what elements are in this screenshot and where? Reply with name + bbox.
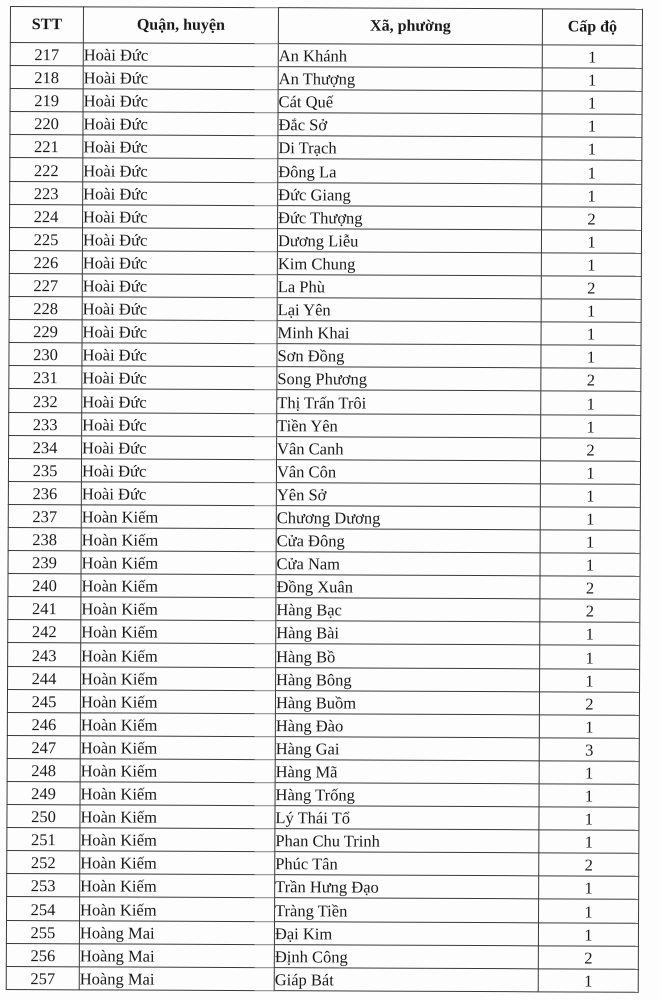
district-cell: Hoàn Kiếm xyxy=(81,666,276,690)
level-cell: 1 xyxy=(541,253,641,277)
district-cell: Hoài Đức xyxy=(83,135,278,159)
table-row xyxy=(8,620,640,646)
district-cell: Hoài Đức xyxy=(82,389,277,413)
level-cell: 1 xyxy=(542,91,642,115)
level-cell: 1 xyxy=(540,461,640,485)
level-cell: 1 xyxy=(540,553,640,577)
level-cell: 1 xyxy=(540,507,640,531)
district-cell: Hoài Đức xyxy=(81,459,276,483)
ward-cell: Sơn Đồng xyxy=(277,344,541,368)
stt-cell: 245 xyxy=(7,689,80,712)
table-row xyxy=(9,297,641,323)
table-row xyxy=(7,874,639,900)
stt-cell: 232 xyxy=(9,389,82,412)
table-row xyxy=(6,943,638,969)
ward-cell: Đại Kim xyxy=(274,921,538,945)
ward-cell: Cửa Nam xyxy=(276,552,540,576)
level-cell: 2 xyxy=(542,206,642,230)
stt-cell: 224 xyxy=(10,204,83,227)
ward-cell: Yên Sở xyxy=(276,482,540,506)
ward-cell: Di Trạch xyxy=(278,136,542,160)
table-row xyxy=(9,227,641,253)
level-cell: 1 xyxy=(542,68,642,92)
stt-cell: 239 xyxy=(8,551,81,574)
ward-cell: Tiền Yên xyxy=(277,413,541,437)
stt-cell: 250 xyxy=(7,805,80,828)
ward-cell: Thị Trấn Trôi xyxy=(277,390,541,414)
level-cell: 2 xyxy=(541,437,641,461)
table-row xyxy=(7,851,639,877)
district-cell: Hoài Đức xyxy=(82,366,277,390)
district-cell: Hoàn Kiếm xyxy=(80,759,275,783)
stt-cell: 240 xyxy=(8,574,81,597)
level-cell: 1 xyxy=(540,645,640,669)
level-cell: 2 xyxy=(540,576,640,600)
ward-cell: Đắc Sở xyxy=(278,113,542,137)
ward-cell: Vân Canh xyxy=(277,436,541,460)
table-row xyxy=(9,320,641,346)
stt-cell: 251 xyxy=(7,828,80,851)
stt-cell: 255 xyxy=(6,920,79,943)
stt-cell: 221 xyxy=(10,135,83,158)
table-row xyxy=(9,435,641,461)
stt-cell: 230 xyxy=(9,343,82,366)
district-cell: Hoàn Kiếm xyxy=(80,874,275,898)
ward-cell: Tràng Tiền xyxy=(275,898,539,922)
stt-cell: 231 xyxy=(9,366,82,389)
ward-cell: Đông La xyxy=(278,159,542,183)
ward-cell: Hàng Đào xyxy=(275,713,539,737)
ward-level-table xyxy=(6,6,643,993)
stt-cell: 254 xyxy=(7,897,80,920)
district-cell: Hoài Đức xyxy=(83,89,278,113)
table-row xyxy=(7,828,639,854)
district-cell: Hoàn Kiếm xyxy=(81,505,276,529)
table-row xyxy=(8,458,640,484)
stt-cell: 242 xyxy=(8,620,81,643)
district-cell: Hoài Đức xyxy=(83,66,278,90)
level-cell: 2 xyxy=(540,599,640,623)
ward-cell: Cát Quế xyxy=(278,90,542,114)
stt-cell: 223 xyxy=(10,181,83,204)
stt-cell: 218 xyxy=(10,66,83,89)
stt-cell: 228 xyxy=(9,297,82,320)
stt-cell: 219 xyxy=(10,89,83,112)
level-cell: 1 xyxy=(541,230,641,254)
table-row xyxy=(8,643,640,669)
district-cell: Hoàn Kiếm xyxy=(80,736,275,760)
ward-cell: Minh Khai xyxy=(277,321,541,345)
table-row xyxy=(6,966,638,992)
district-cell: Hoài Đức xyxy=(81,482,276,506)
table-body xyxy=(6,43,642,993)
table-row xyxy=(9,366,641,392)
header-ward: Xã, phường xyxy=(278,8,542,45)
level-cell: 1 xyxy=(541,299,641,323)
stt-cell: 238 xyxy=(8,527,81,550)
level-cell: 1 xyxy=(538,969,638,993)
level-cell: 2 xyxy=(539,691,639,715)
stt-cell: 217 xyxy=(10,43,83,66)
ward-cell: Đức Thượng xyxy=(278,205,542,229)
table-row xyxy=(6,920,638,946)
district-cell: Hoàn Kiếm xyxy=(80,805,275,829)
table-row xyxy=(9,273,641,299)
table-row xyxy=(10,158,642,184)
stt-cell: 246 xyxy=(7,712,80,735)
ward-cell: Cửa Đông xyxy=(276,529,540,553)
stt-cell: 244 xyxy=(8,666,81,689)
table-row xyxy=(10,89,642,115)
ward-cell: Lại Yên xyxy=(277,298,541,322)
stt-cell: 222 xyxy=(10,158,83,181)
level-cell: 1 xyxy=(538,922,638,946)
district-cell: Hoàn Kiếm xyxy=(81,528,276,552)
header-district: Quận, huyện xyxy=(83,7,278,44)
district-cell: Hoàng Mai xyxy=(79,920,274,944)
table-row xyxy=(9,389,641,415)
stt-cell: 253 xyxy=(7,874,80,897)
table-row xyxy=(9,343,641,369)
ward-cell: Hàng Bạc xyxy=(276,598,540,622)
stt-cell: 227 xyxy=(9,273,82,296)
table-row xyxy=(8,597,640,623)
table-row xyxy=(7,758,639,784)
stt-cell: 220 xyxy=(10,112,83,135)
table-row xyxy=(10,135,642,161)
level-cell: 1 xyxy=(540,530,640,554)
level-cell: 1 xyxy=(540,484,640,508)
table-row xyxy=(8,481,640,507)
district-cell: Hoài Đức xyxy=(83,158,278,182)
stt-cell: 237 xyxy=(8,504,81,527)
table-row xyxy=(7,781,639,807)
district-cell: Hoài Đức xyxy=(83,112,278,136)
level-cell: 2 xyxy=(541,368,641,392)
stt-cell: 229 xyxy=(9,320,82,343)
ward-cell: Định Công xyxy=(274,944,538,968)
stt-cell: 226 xyxy=(9,250,82,273)
ward-cell: An Thượng xyxy=(278,67,542,91)
district-cell: Hoài Đức xyxy=(82,343,277,367)
table-row xyxy=(8,666,640,692)
header-level: Cấp độ xyxy=(542,9,642,45)
level-cell: 2 xyxy=(541,276,641,300)
stt-cell: 247 xyxy=(7,735,80,758)
stt-cell: 252 xyxy=(7,851,80,874)
level-cell: 1 xyxy=(541,322,641,346)
district-cell: Hoàn Kiếm xyxy=(81,620,276,644)
level-cell: 1 xyxy=(542,160,642,184)
level-cell: 1 xyxy=(542,183,642,207)
stt-cell: 241 xyxy=(8,597,81,620)
district-cell: Hoài Đức xyxy=(82,435,277,459)
district-cell: Hoàn Kiếm xyxy=(81,551,276,575)
table-row xyxy=(7,712,639,738)
table-row xyxy=(9,412,641,438)
district-cell: Hoàn Kiếm xyxy=(81,643,276,667)
header-row xyxy=(10,7,642,46)
table-row xyxy=(10,181,642,207)
stt-cell: 225 xyxy=(9,227,82,250)
level-cell: 1 xyxy=(541,391,641,415)
district-cell: Hoàn Kiếm xyxy=(80,897,275,921)
table-row xyxy=(9,250,641,276)
level-cell: 1 xyxy=(542,45,642,69)
table-header xyxy=(10,7,642,46)
ward-cell: Hàng Gai xyxy=(275,736,539,760)
district-cell: Hoài Đức xyxy=(82,297,277,321)
level-cell: 1 xyxy=(542,137,642,161)
level-cell: 1 xyxy=(539,715,639,739)
level-cell: 2 xyxy=(539,853,639,877)
ward-cell: Phúc Tân xyxy=(275,852,539,876)
ward-cell: Phan Chu Trinh xyxy=(275,829,539,853)
level-cell: 1 xyxy=(541,345,641,369)
ward-cell: Đức Giang xyxy=(278,182,542,206)
level-cell: 1 xyxy=(541,414,641,438)
ward-cell: Kim Chung xyxy=(277,252,541,276)
stt-cell: 248 xyxy=(7,758,80,781)
ward-cell: Vân Côn xyxy=(276,459,540,483)
district-cell: Hoàn Kiếm xyxy=(81,574,276,598)
ward-cell: Hàng Mã xyxy=(275,760,539,784)
table-row xyxy=(7,735,639,761)
district-cell: Hoài Đức xyxy=(82,412,277,436)
stt-cell: 257 xyxy=(6,966,79,989)
stt-cell: 234 xyxy=(9,435,82,458)
ward-cell: Song Phương xyxy=(277,367,541,391)
stt-cell: 233 xyxy=(9,412,82,435)
ward-cell: Lý Thái Tổ xyxy=(275,806,539,830)
table-row xyxy=(7,897,639,923)
level-cell: 1 xyxy=(539,830,639,854)
district-cell: Hoài Đức xyxy=(82,251,277,275)
table-row xyxy=(10,112,642,138)
table-row xyxy=(8,574,640,600)
district-cell: Hoài Đức xyxy=(82,228,277,252)
ward-cell: Dương Liễu xyxy=(277,228,541,252)
level-cell: 1 xyxy=(539,899,639,923)
district-cell: Hoài Đức xyxy=(83,204,278,228)
ward-cell: Giáp Bát xyxy=(274,967,538,991)
table-row xyxy=(7,689,639,715)
district-cell: Hoài Đức xyxy=(83,43,278,67)
district-cell: Hoàn Kiếm xyxy=(80,689,275,713)
table-row xyxy=(10,66,642,92)
table-row xyxy=(7,805,639,831)
district-cell: Hoàng Mai xyxy=(79,967,274,991)
ward-cell: Hàng Bài xyxy=(276,621,540,645)
level-cell: 1 xyxy=(539,761,639,785)
level-cell: 1 xyxy=(539,784,639,808)
district-cell: Hoài Đức xyxy=(82,274,277,298)
table-row xyxy=(8,551,640,577)
district-cell: Hoàn Kiếm xyxy=(80,782,275,806)
table-row xyxy=(10,43,642,69)
district-cell: Hoài Đức xyxy=(82,320,277,344)
level-cell: 1 xyxy=(542,114,642,138)
ward-cell: Hàng Trống xyxy=(275,783,539,807)
district-cell: Hoàn Kiếm xyxy=(80,828,275,852)
district-cell: Hoàn Kiếm xyxy=(80,713,275,737)
district-cell: Hoàn Kiếm xyxy=(81,597,276,621)
level-cell: 1 xyxy=(539,807,639,831)
ward-cell: Trần Hưng Đạo xyxy=(275,875,539,899)
level-cell: 1 xyxy=(540,668,640,692)
stt-cell: 249 xyxy=(7,781,80,804)
table-row xyxy=(8,504,640,530)
level-cell: 3 xyxy=(539,738,639,762)
level-cell: 1 xyxy=(539,876,639,900)
table-row xyxy=(8,527,640,553)
table-row xyxy=(10,204,642,230)
ward-cell: Chương Dương xyxy=(276,506,540,530)
ward-cell: La Phù xyxy=(277,275,541,299)
ward-cell: Hàng Bồ xyxy=(276,644,540,668)
header-stt: STT xyxy=(10,7,83,43)
ward-cell: Đồng Xuân xyxy=(276,575,540,599)
level-cell: 1 xyxy=(540,622,640,646)
ward-cell: An Khánh xyxy=(278,44,542,68)
district-cell: Hoàng Mai xyxy=(79,943,274,967)
stt-cell: 256 xyxy=(6,943,79,966)
district-cell: Hoài Đức xyxy=(83,181,278,205)
stt-cell: 243 xyxy=(8,643,81,666)
level-cell: 2 xyxy=(538,945,638,969)
district-cell: Hoàn Kiếm xyxy=(80,851,275,875)
ward-cell: Hàng Bông xyxy=(276,667,540,691)
stt-cell: 236 xyxy=(8,481,81,504)
ward-cell: Hàng Buồm xyxy=(275,690,539,714)
stt-cell: 235 xyxy=(8,458,81,481)
